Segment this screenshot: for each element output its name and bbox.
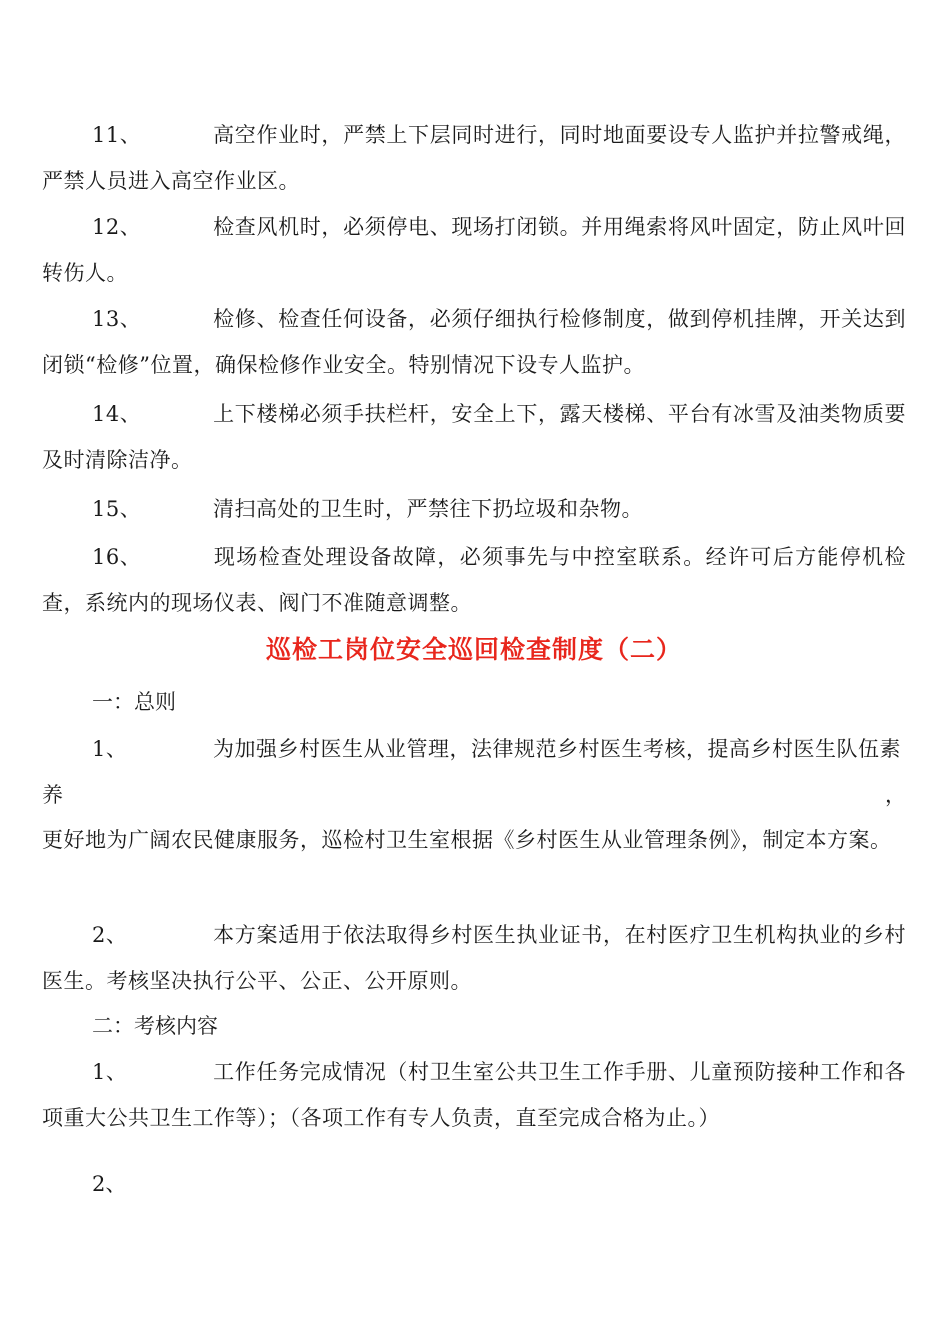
rule-number: 12、 [92,215,142,239]
document-title: 巡检工岗位安全巡回检查制度（二） [265,635,682,664]
item-text: 为加强乡村医生从业管理，法律规范乡村医生考核，提高乡村医生队伍素 [213,737,901,761]
rule-16 [42,534,906,626]
rule-14 [42,391,906,483]
general-item-1-line1 [42,726,906,772]
rule-number: 15、 [92,497,142,521]
rule-number: 13、 [92,307,142,331]
item-number: 2、 [92,923,128,947]
rule-text: 清扫高处的卫生时，严禁往下扔垃圾和杂物。 [213,497,643,521]
rule-13 [42,296,906,388]
rule-number: 14、 [92,402,142,426]
item-number: 1、 [92,737,128,761]
rule-15 [42,486,906,532]
section-heading-general: 一：总则 [92,690,176,714]
rule-text: 现场检查处理设备故障，必须事先与中控室联系。经许可后方能停机检查，系统内的现场仪表、阀门不准随意调整。 [42,545,906,615]
rule-12 [42,204,906,296]
general-item-1-line2 [42,775,906,815]
item-number: 1、 [92,1060,128,1084]
general-item-2 [42,912,906,1004]
item-text: 本方案适用于依法取得乡村医生执业证书，在村医疗卫生机构执业的乡村医生。考核坚决执行公平、公正、公开原则。 [42,923,906,993]
item-text-right: ， [885,783,906,807]
rule-11 [42,112,906,204]
rule-text: 检查风机时，必须停电、现场打闭锁。并用绳索将风叶固定，防止风叶回转伤人。 [42,215,906,285]
item-text: 工作任务完成情况（村卫生室公共卫生工作手册、儿童预防接种工作和各项重大公共卫生工作等）；（各项工作有专人负责，直至完成合格为止。） [42,1060,906,1130]
rule-text: 高空作业时，严禁上下层同时进行，同时地面要设专人监护并拉警戒绳，严禁人员进入高空作业区。 [42,123,906,193]
rule-number: 16、 [92,545,142,569]
rule-text: 检修、检查任何设备，必须仔细执行检修制度，做到停机挂牌，开关达到闭锁“检修”位置，确保检修作业安全。特别情况下设专人监护。 [42,307,906,377]
item-text-left: 养 [42,783,63,807]
assessment-item-2-number: 2、 [92,1172,127,1196]
assessment-item-1 [42,1049,906,1141]
general-item-1-rest: 更好地为广阔农民健康服务，巡检村卫生室根据《乡村医生从业管理条例》，制定本方案。 [42,828,892,852]
rule-text: 上下楼梯必须手扶栏杆，安全上下，露天楼梯、平台有冰雪及油类物质要及时清除洁净。 [42,402,906,472]
section-heading-assessment: 二：考核内容 [92,1014,218,1038]
rule-number: 11、 [92,123,142,147]
